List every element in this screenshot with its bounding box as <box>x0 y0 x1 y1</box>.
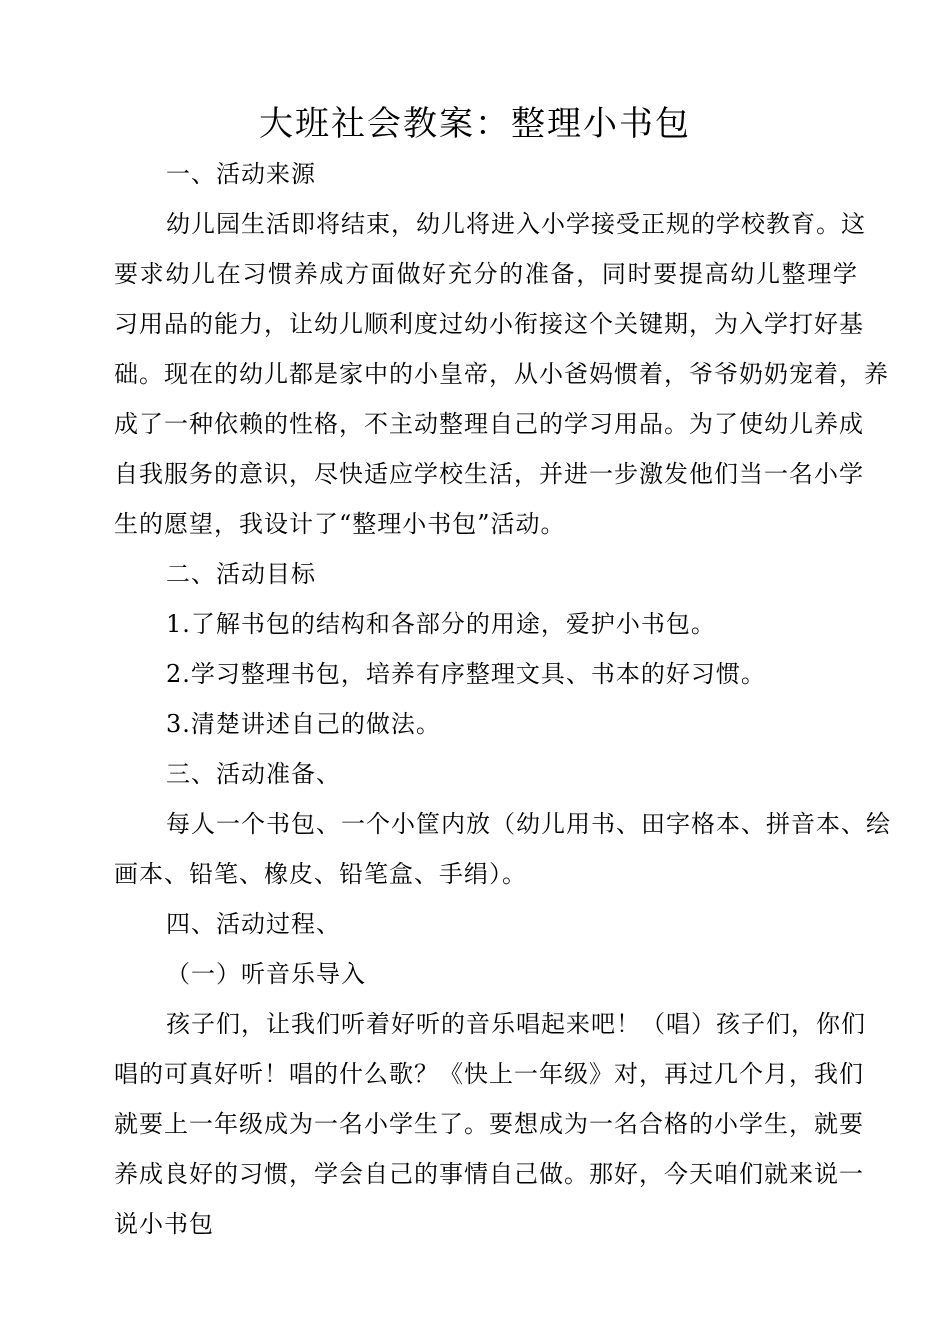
paragraph-line: 唱的可真好听！唱的什么歌？《快上一年级》对，再过几个月，我们 <box>114 1060 864 1088</box>
paragraph-line: 习用品的能力，让幼儿顺利度过幼小衔接这个关键期，为入学打好基 <box>114 310 864 338</box>
paragraph-line: 养成良好的习惯，学会自己的事情自己做。那好，今天咱们就来说一 <box>114 1160 864 1188</box>
paragraph-line: 说小书包 <box>114 1210 214 1238</box>
section-heading-source: 一、活动来源 <box>166 160 316 188</box>
section-heading-preparation: 三、活动准备、 <box>166 760 341 788</box>
paragraph-line: 孩子们，让我们听着好听的音乐唱起来吧！（唱）孩子们，你们 <box>166 1010 866 1038</box>
subsection-heading: （一）听音乐导入 <box>166 960 366 988</box>
goal-item: 3.清楚讲述自己的做法。 <box>166 710 441 738</box>
paragraph-line: 画本、铅笔、橡皮、铅笔盒、手绢）。 <box>114 860 527 888</box>
paragraph-line: 每人一个书包、一个小筐内放（幼儿用书、田字格本、拼音本、绘 <box>166 810 891 838</box>
paragraph-line: 成了一种依赖的性格，不主动整理自己的学习用品。为了使幼儿养成 <box>114 410 864 438</box>
paragraph-line: 自我服务的意识，尽快适应学校生活，并进一步激发他们当一名小学 <box>114 460 864 488</box>
document-title: 大班社会教案：整理小书包 <box>259 104 691 144</box>
paragraph-line: 要求幼儿在习惯养成方面做好充分的准备，同时要提高幼儿整理学 <box>114 260 858 288</box>
section-heading-goals: 二、活动目标 <box>166 560 316 588</box>
goal-item: 2.学习整理书包，培养有序整理文具、书本的好习惯。 <box>166 660 766 688</box>
paragraph-line: 就要上一年级成为一名小学生了。要想成为一名合格的小学生，就要 <box>114 1110 864 1138</box>
goal-item: 1.了解书包的结构和各部分的用途，爱护小书包。 <box>166 610 716 638</box>
paragraph-line: 生的愿望，我设计了“整理小书包”活动。 <box>114 510 566 538</box>
section-heading-process: 四、活动过程、 <box>166 910 341 938</box>
paragraph-line: 础。现在的幼儿都是家中的小皇帝，从小爸妈惯着，爷爷奶奶宠着，养 <box>114 360 889 388</box>
paragraph-line: 幼儿园生活即将结束，幼儿将进入小学接受正规的学校教育。这 <box>166 210 866 238</box>
